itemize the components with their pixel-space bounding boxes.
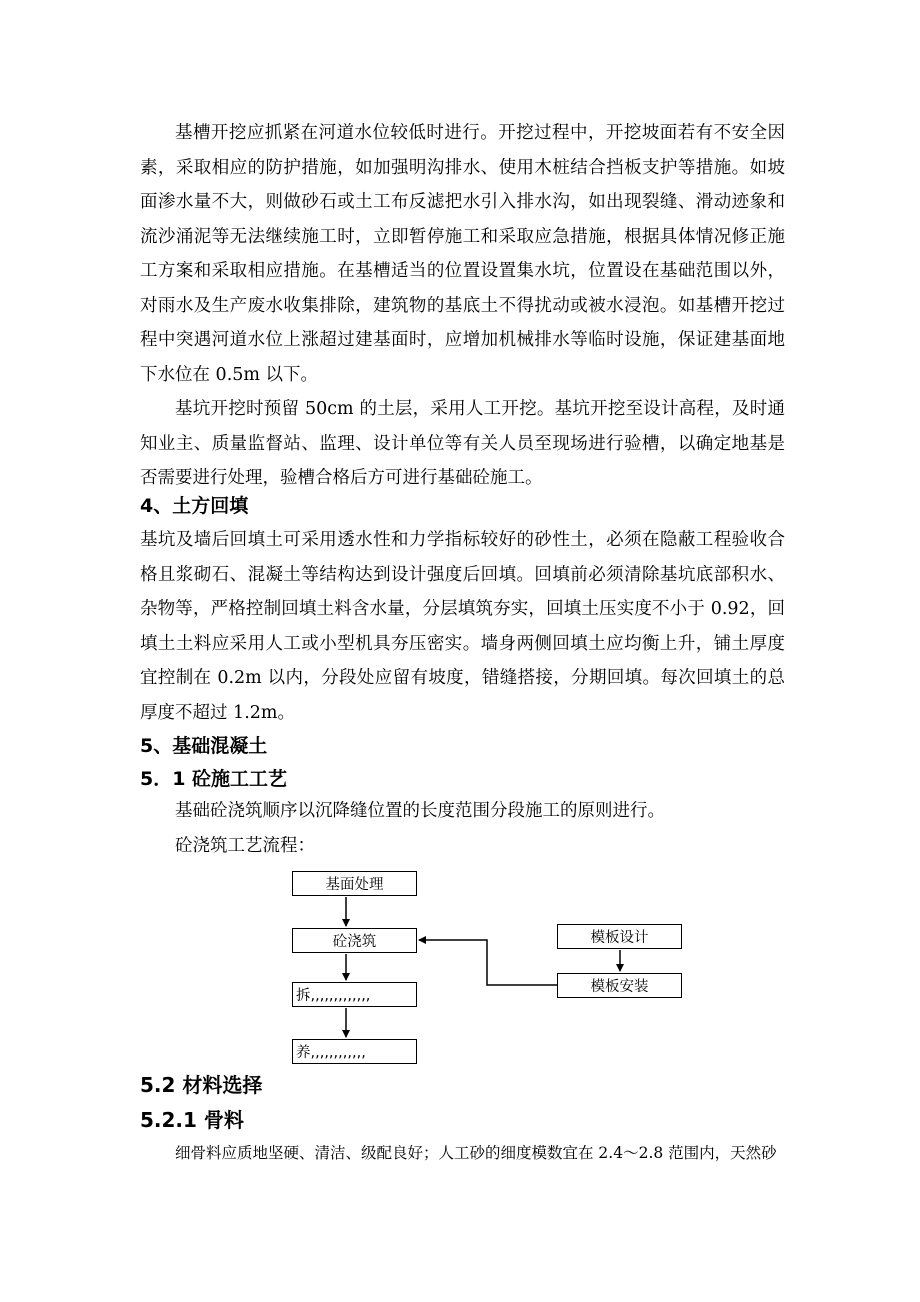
- heading-concrete-process: 5．1 砼施工工艺: [140, 768, 288, 790]
- paragraph-pouring-sequence: 基础砼浇筑顺序以沉降缝位置的长度范围分段施工的原则进行。: [175, 801, 665, 821]
- heading-earth-backfill: 4、土方回填: [140, 495, 249, 517]
- flow-box-formwork-installation: 模板安装: [557, 973, 682, 998]
- heading-aggregate: 5.2.1 骨料: [140, 1108, 244, 1132]
- flow-box-formwork-design: 模板设计: [557, 924, 682, 949]
- paragraph-foundation-excavation: 基槽开挖应抓紧在河道水位较低时进行。开挖过程中，开挖坡面若有不安全因素，采取相应的防护措施，如加强明沟排水、使用木桩结合挡板支护等措施。如坡面渗水量不大，则做砂石或土工布反滤把水引入排水沟，如出现裂缝、滑动迹象和流沙涌泥等无法继续施工时，立即暂停施工和采取应急措施，根据具体情况修正施工方案和采取相应措施。在基槽适当的位置设置集水坑，位置设在基础范围以外，对雨水及生产废水收集排除，建筑物的基底土不得扰动或被水浸泡。如基槽开挖过程中突遇河道水位上涨超过建基面时，应增加机械排水等临时设施，保证建基面地下水位在 0.5m 以下。: [140, 123, 785, 385]
- paragraph-fine-aggregate: 细骨料应质地坚硬、清洁、级配良好；人工砂的细度模数宜在 2.4～2.8 范围内，天然砂: [175, 1144, 777, 1162]
- flow-box-curing: 养,,,,,,,,,,,,: [292, 1039, 417, 1064]
- arrow-install-to-pour: [419, 940, 557, 985]
- paragraph-pouring-flow-label: 砼浇筑工艺流程：: [175, 836, 315, 856]
- flow-box-formwork-removal: 拆,,,,,,,,,,,,,: [292, 982, 417, 1007]
- paragraph-backfill: 基坑及墙后回填土可采用透水性和力学指标较好的砂性土，必须在隐蔽工程验收合格且浆砌石、混凝土等结构达到设计强度后回填。回填前必须清除基坑底部积水、杂物等，严格控制回填土料含水量，分层填筑夯实，回填土压实度不小于 0.92，回填土土料应采用人工或小型机具夯压密实。墙身两侧回填土应均衡上升，铺土厚度宜控制在 0.2m 以内，分段处应留有坡度，错缝搭接，分期回填。每次回填土的总厚度不超过 1.2m。: [140, 530, 785, 723]
- flow-box-base-treatment: 基面处理: [292, 871, 417, 896]
- flow-box-concrete-pouring: 砼浇筑: [292, 928, 417, 953]
- paragraph-pit-excavation: 基坑开挖时预留 50cm 的土层，采用人工开挖。基坑开挖至设计高程，及时通知业主、质量监督站、监理、设计单位等有关人员至现场进行验槽，以确定地基是否需要进行处理，验槽合格后方可进行基础砼施工。: [140, 399, 785, 488]
- heading-material-selection: 5.2 材料选择: [140, 1073, 263, 1097]
- heading-foundation-concrete: 5、基础混凝土: [140, 735, 268, 757]
